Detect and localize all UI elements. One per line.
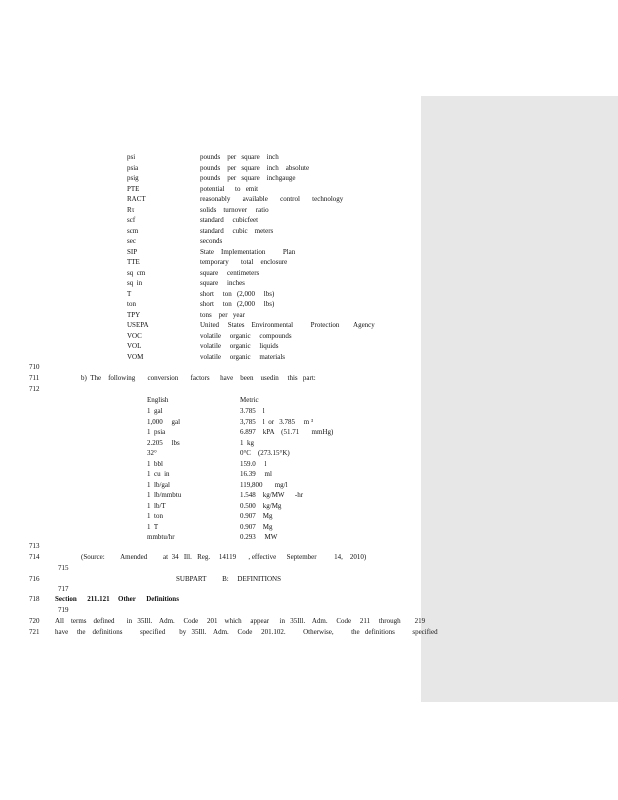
- section-title: Other Definitions: [118, 595, 179, 603]
- abbreviation-definition: tons per year: [200, 310, 245, 319]
- abbreviation-definition: standard cubic meters: [200, 226, 274, 235]
- abbreviation-term: psi: [127, 153, 136, 161]
- conversion-metric-value: 119,800 mg/l: [240, 480, 288, 489]
- conversion-english-value: 1 psia: [147, 428, 166, 436]
- conversion-english-value: 1 lb/T: [147, 501, 166, 510]
- conversion-english-value: 32°: [147, 449, 157, 457]
- abbreviation-definition: short ton (2,000 lbs): [200, 300, 275, 308]
- abbreviation-definition: potential to emit: [200, 184, 259, 193]
- line-number: 713: [29, 542, 40, 550]
- conversion-header-metric: Metric: [240, 396, 259, 404]
- conversion-english-value: 1 bbl: [147, 459, 163, 468]
- abbreviation-term: PTE: [127, 184, 140, 193]
- abbreviation-term: Rτ: [127, 205, 135, 214]
- abbreviation-term: RACT: [127, 195, 146, 203]
- line-number: 720: [29, 617, 40, 625]
- conversion-metric-value: 6.897 kPA (51.71 mmHg): [240, 428, 334, 436]
- abbreviation-term: scm: [127, 226, 139, 235]
- conversion-english-value: mmbtu/hr: [147, 533, 175, 541]
- abbreviation-definition: pounds per square inch absolute: [200, 163, 310, 172]
- paragraph-b: b) The following conversion factors have been usedin this part:: [81, 374, 316, 382]
- body-text-line: have the definitions specified by 35Ill. Adm. Code 201.102. Otherwise, the definitions specified: [55, 628, 438, 636]
- conversion-metric-value: 1 kg: [240, 438, 254, 447]
- conversion-english-value: 1 gal: [147, 407, 163, 415]
- conversion-english-value: 1 T: [147, 522, 159, 531]
- line-number: 710: [29, 363, 40, 371]
- abbreviation-definition: square centimeters: [200, 268, 260, 277]
- line-number: 715: [58, 564, 69, 572]
- abbreviation-term: TTE: [127, 258, 140, 266]
- abbreviation-definition: volatile organic materials: [200, 352, 286, 361]
- line-number: 714: [29, 553, 40, 561]
- comment-pane: [421, 96, 618, 702]
- line-number: 721: [29, 628, 40, 636]
- abbreviation-term: USEPA: [127, 321, 149, 329]
- conversion-english-value: 1 lb/gal: [147, 480, 170, 489]
- conversion-metric-value: 1.548 kg/MW -hr: [240, 491, 304, 499]
- line-number: 719: [58, 606, 69, 614]
- abbreviation-definition: State Implementation Plan: [200, 247, 296, 256]
- abbreviation-term: sec: [127, 237, 136, 245]
- abbreviation-term: sq cm: [127, 268, 146, 277]
- line-number: 712: [29, 385, 40, 393]
- abbreviation-term: VOL: [127, 342, 142, 350]
- conversion-metric-value: 3.785 l: [240, 407, 265, 415]
- abbreviation-term: TPY: [127, 310, 141, 319]
- line-number: 716: [29, 575, 40, 583]
- conversion-metric-value: 159.0 l: [240, 459, 267, 468]
- body-text-line: All terms defined in 35Ill. Adm. Code 201 which appear in 35Ill. Adm. Code 211 through 219: [55, 617, 426, 625]
- abbreviation-definition: United States Environmental Protection Agency: [200, 321, 375, 329]
- conversion-metric-value: 0.293 MW: [240, 533, 278, 541]
- abbreviation-term: ton: [127, 300, 136, 308]
- abbreviation-term: psia: [127, 163, 139, 172]
- subpart-heading: SUBPART B: DEFINITIONS: [176, 575, 281, 583]
- conversion-english-value: 1 ton: [147, 512, 163, 520]
- abbreviation-definition: standard cubicfeet: [200, 216, 259, 224]
- conversion-metric-value: 3,785 l or 3.785 m ³: [240, 417, 314, 426]
- abbreviation-term: psig: [127, 174, 139, 182]
- abbreviation-term: SIP: [127, 247, 138, 256]
- abbreviation-term: VOC: [127, 331, 142, 340]
- abbreviation-definition: short ton (2,000 lbs): [200, 289, 275, 298]
- abbreviation-definition: reasonably available control technology: [200, 195, 344, 203]
- conversion-metric-value: 0.907 Mg: [240, 522, 273, 531]
- abbreviation-definition: volatile organic compounds: [200, 331, 292, 340]
- conversion-english-value: 2.205 lbs: [147, 438, 180, 447]
- conversion-english-value: 1 lb/mmbtu: [147, 491, 182, 499]
- conversion-english-value: 1,000 gal: [147, 417, 181, 426]
- line-number: 711: [29, 374, 40, 382]
- abbreviation-definition: volatile organic liquids: [200, 342, 279, 350]
- conversion-metric-value: 0.500 kg/Mg: [240, 501, 282, 510]
- conversion-english-value: 1 cu in: [147, 470, 170, 478]
- source-note: (Source: Amended at 34 Ill. Reg. 14119 , effective September 14, 2010): [81, 553, 367, 561]
- abbreviation-definition: solids turnover ratio: [200, 205, 269, 214]
- abbreviation-term: scf: [127, 216, 136, 224]
- abbreviation-definition: pounds per square inchgauge: [200, 174, 296, 182]
- conversion-metric-value: 0.907 Mg: [240, 512, 273, 520]
- abbreviation-definition: square inches: [200, 279, 245, 287]
- conversion-metric-value: 0°C (273.15°K): [240, 449, 290, 457]
- abbreviation-term: T: [127, 289, 132, 298]
- abbreviation-definition: seconds: [200, 237, 223, 245]
- line-number: 718: [29, 595, 40, 603]
- section-number: Section 211.121: [55, 595, 110, 603]
- abbreviation-definition: pounds per square inch: [200, 153, 279, 161]
- line-number: 717: [58, 585, 69, 593]
- conversion-header-english: English: [147, 396, 169, 404]
- abbreviation-term: sq in: [127, 279, 143, 287]
- abbreviation-term: VOM: [127, 352, 144, 361]
- abbreviation-definition: temporary total enclosure: [200, 258, 288, 266]
- conversion-metric-value: 16.39 ml: [240, 470, 272, 478]
